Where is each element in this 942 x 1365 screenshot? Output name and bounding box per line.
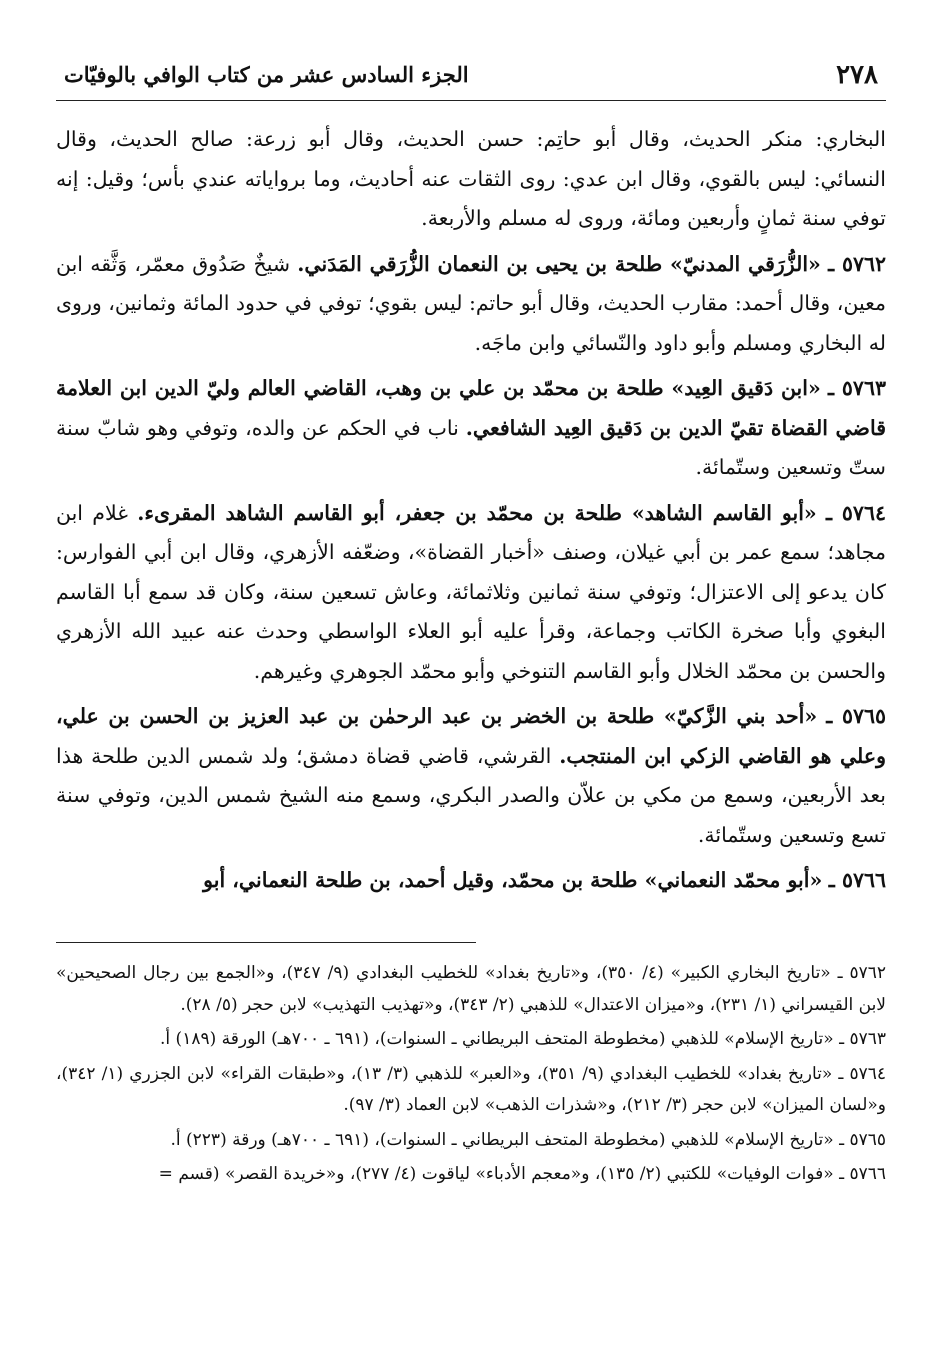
- footnote: [56, 1059, 886, 1122]
- footnotes: [56, 958, 886, 1194]
- page-number: ٢٧٨: [836, 60, 878, 90]
- entry-number: ٥٧٦٤ ـ: [826, 500, 886, 525]
- running-title: الجزء السادس عشر من كتاب الوافي بالوفيّات: [64, 62, 469, 87]
- footnote-text: «تاريخ البخاري الكبير» (٤/ ٣٥٠)، و«تاريخ بغداد» للخطيب البغدادي (٩/ ٣٤٧)، و«الجمع بين رجال الصحيحين» لابن القيسراني (١/ ٢٣١)، و«ميزان الاعتدال» للذهبي (٢/ ٣٤٣)، و«تهذيب التهذيب» لابن حجر (٥/ ٢٨).: [56, 963, 886, 1015]
- entry-number: ٥٧٦٢ ـ: [828, 251, 886, 276]
- footnote: [56, 958, 886, 1021]
- footnote-number: ٥٧٦٦ ـ: [839, 1164, 886, 1184]
- footnote-divider: [56, 942, 476, 943]
- entry-number: ٥٧٦٦ ـ: [828, 868, 886, 892]
- page-header: [56, 58, 886, 101]
- entry-body: ناب في الحكم عن والده، وتوفي وهو شابّ سنة ستّ وتسعين وستّمائة.: [56, 415, 886, 479]
- footnote-number: ٥٧٦٢ ـ: [837, 963, 886, 983]
- footnote: [56, 1159, 886, 1191]
- entry-heading: «أبو محمّد النعماني» طلحة بن محمّد، وقيل أحمد، بن طلحة النعماني، أبو: [203, 868, 823, 892]
- footnote-number: ٥٧٦٣ ـ: [839, 1029, 886, 1049]
- entry-heading: «أبو القاسم الشاهد» طلحة بن محمّد بن جعفر، أبو القاسم الشاهد المقرىء.: [137, 500, 817, 525]
- biography-entry: [56, 369, 886, 488]
- continuation-paragraph: البخاري: منكر الحديث، وقال أبو حاتِم: حسن الحديث، وقال أبو زرعة: صالح الحديث، وقال النسائي: ليس بالقوي، وقال ابن عدي: روى الثقات عنه أحاديث، وما برواياته عندي بأس؛ وقيل: إنه توفي سنة ثمانٍ وأربعين ومائة، وروى له مسلم والأربعة.: [56, 127, 886, 230]
- biography-entry: [56, 861, 886, 901]
- biography-entry: [56, 494, 886, 692]
- biography-entry: [56, 245, 886, 364]
- footnote: [56, 1024, 886, 1056]
- footnote-text: «تاريخ بغداد» للخطيب البغدادي (٩/ ٣٥١)، و«العبر» للذهبي (٣/ ١٣)، و«طبقات القراء» لابن الجزري (١/ ٣٤٢)، و«لسان الميزان» لابن حجر (٣/ ٢١٢)، و«شذرات الذهب» لابن العماد (٣/ ٩٧).: [56, 1063, 886, 1115]
- footnote-text: «تاريخ الإسلام» للذهبي (مخطوطة المتحف البريطاني ـ السنوات)، (٦٩١ ـ ٧٠٠هـ) الورقة (١٨٩) أ.: [160, 1029, 834, 1049]
- footnote: [56, 1125, 886, 1157]
- entry-body: القرشي، قاضي قضاة دمشق؛ ولد شمس الدين طلحة هذا بعد الأربعين، وسمع من مكي بن علاّن والصدر البكري، وسمع منه الشيخ شمس الدين، وتوفي سنة تسع وتسعين وستّمائة.: [56, 743, 886, 847]
- biography-entry: [56, 697, 886, 855]
- entry-number: ٥٧٦٣ ـ: [828, 376, 886, 400]
- entry-number: ٥٧٦٥ ـ: [826, 704, 886, 728]
- entry-heading: «الزُّرَقي المدنيّ» طلحة بن يحيى بن النعمان الزُّرَقي المَدَني.: [297, 251, 821, 276]
- entry-body: شيخٌ صَدُوق معمّر، وَثَّقه ابن معين، وقال أحمد: مقارب الحديث، وقال أبو حاتم: ليس بقوي؛ توفي في حدود المائة وثمانين، وروى له البخاري ومسلم وأبو داود والنّسائي وابن ماجَه.: [56, 251, 886, 355]
- entry-body: غلام ابن مجاهد؛ سمع عمر بن أبي غيلان، وصنف «أخبار القضاة»، وضعّفه الأزهري، وقال ابن أبي الفوارس: كان يدعو إلى الاعتزال؛ وتوفي سنة ثمانين وثلاثمائة، وعاش تسعين سنة، وكان قد سمع أبا القاسم البغوي وأبا صخرة الكاتب وجماعة، وقرأ عليه أبو العلاء الواسطي وحدث عنه عبيد الله الأزهري والحسن بن محمّد الخلال وأبو القاسم التنوخي وأبو محمّد الجوهري وغيرهم.: [56, 500, 886, 683]
- entry-heading: «ابن دَقيق العِيد» طلحة بن محمّد بن علي بن وهب، القاضي العالم وليّ الدين ابن العلامة قاضي القضاة تقيّ الدين بن دَقيق العِيد الشافعي.: [56, 376, 886, 440]
- footnote-text: «فوات الوفيات» للكتبي (٢/ ١٣٥)، و«معجم الأدباء» لياقوت (٤/ ٢٧٧)، و«خريدة القصر» (قسم =: [158, 1164, 834, 1184]
- footnote-text: «تاريخ الإسلام» للذهبي (مخطوطة المتحف البريطاني ـ السنوات)، (٦٩١ ـ ٧٠٠هـ) ورقة (٢٢٣) أ.: [170, 1129, 834, 1150]
- main-text: [56, 120, 886, 907]
- entry-heading: «أحد بني الزَّكيّ» طلحة بن الخضر بن عبد الرحمٰن بن عبد العزيز بن الحسن بن علي، وعلي هو القاضي الزكي ابن المنتجب.: [56, 704, 886, 768]
- footnote-number: ٥٧٦٥ ـ: [839, 1129, 886, 1150]
- footnote-number: ٥٧٦٤ ـ: [838, 1063, 886, 1084]
